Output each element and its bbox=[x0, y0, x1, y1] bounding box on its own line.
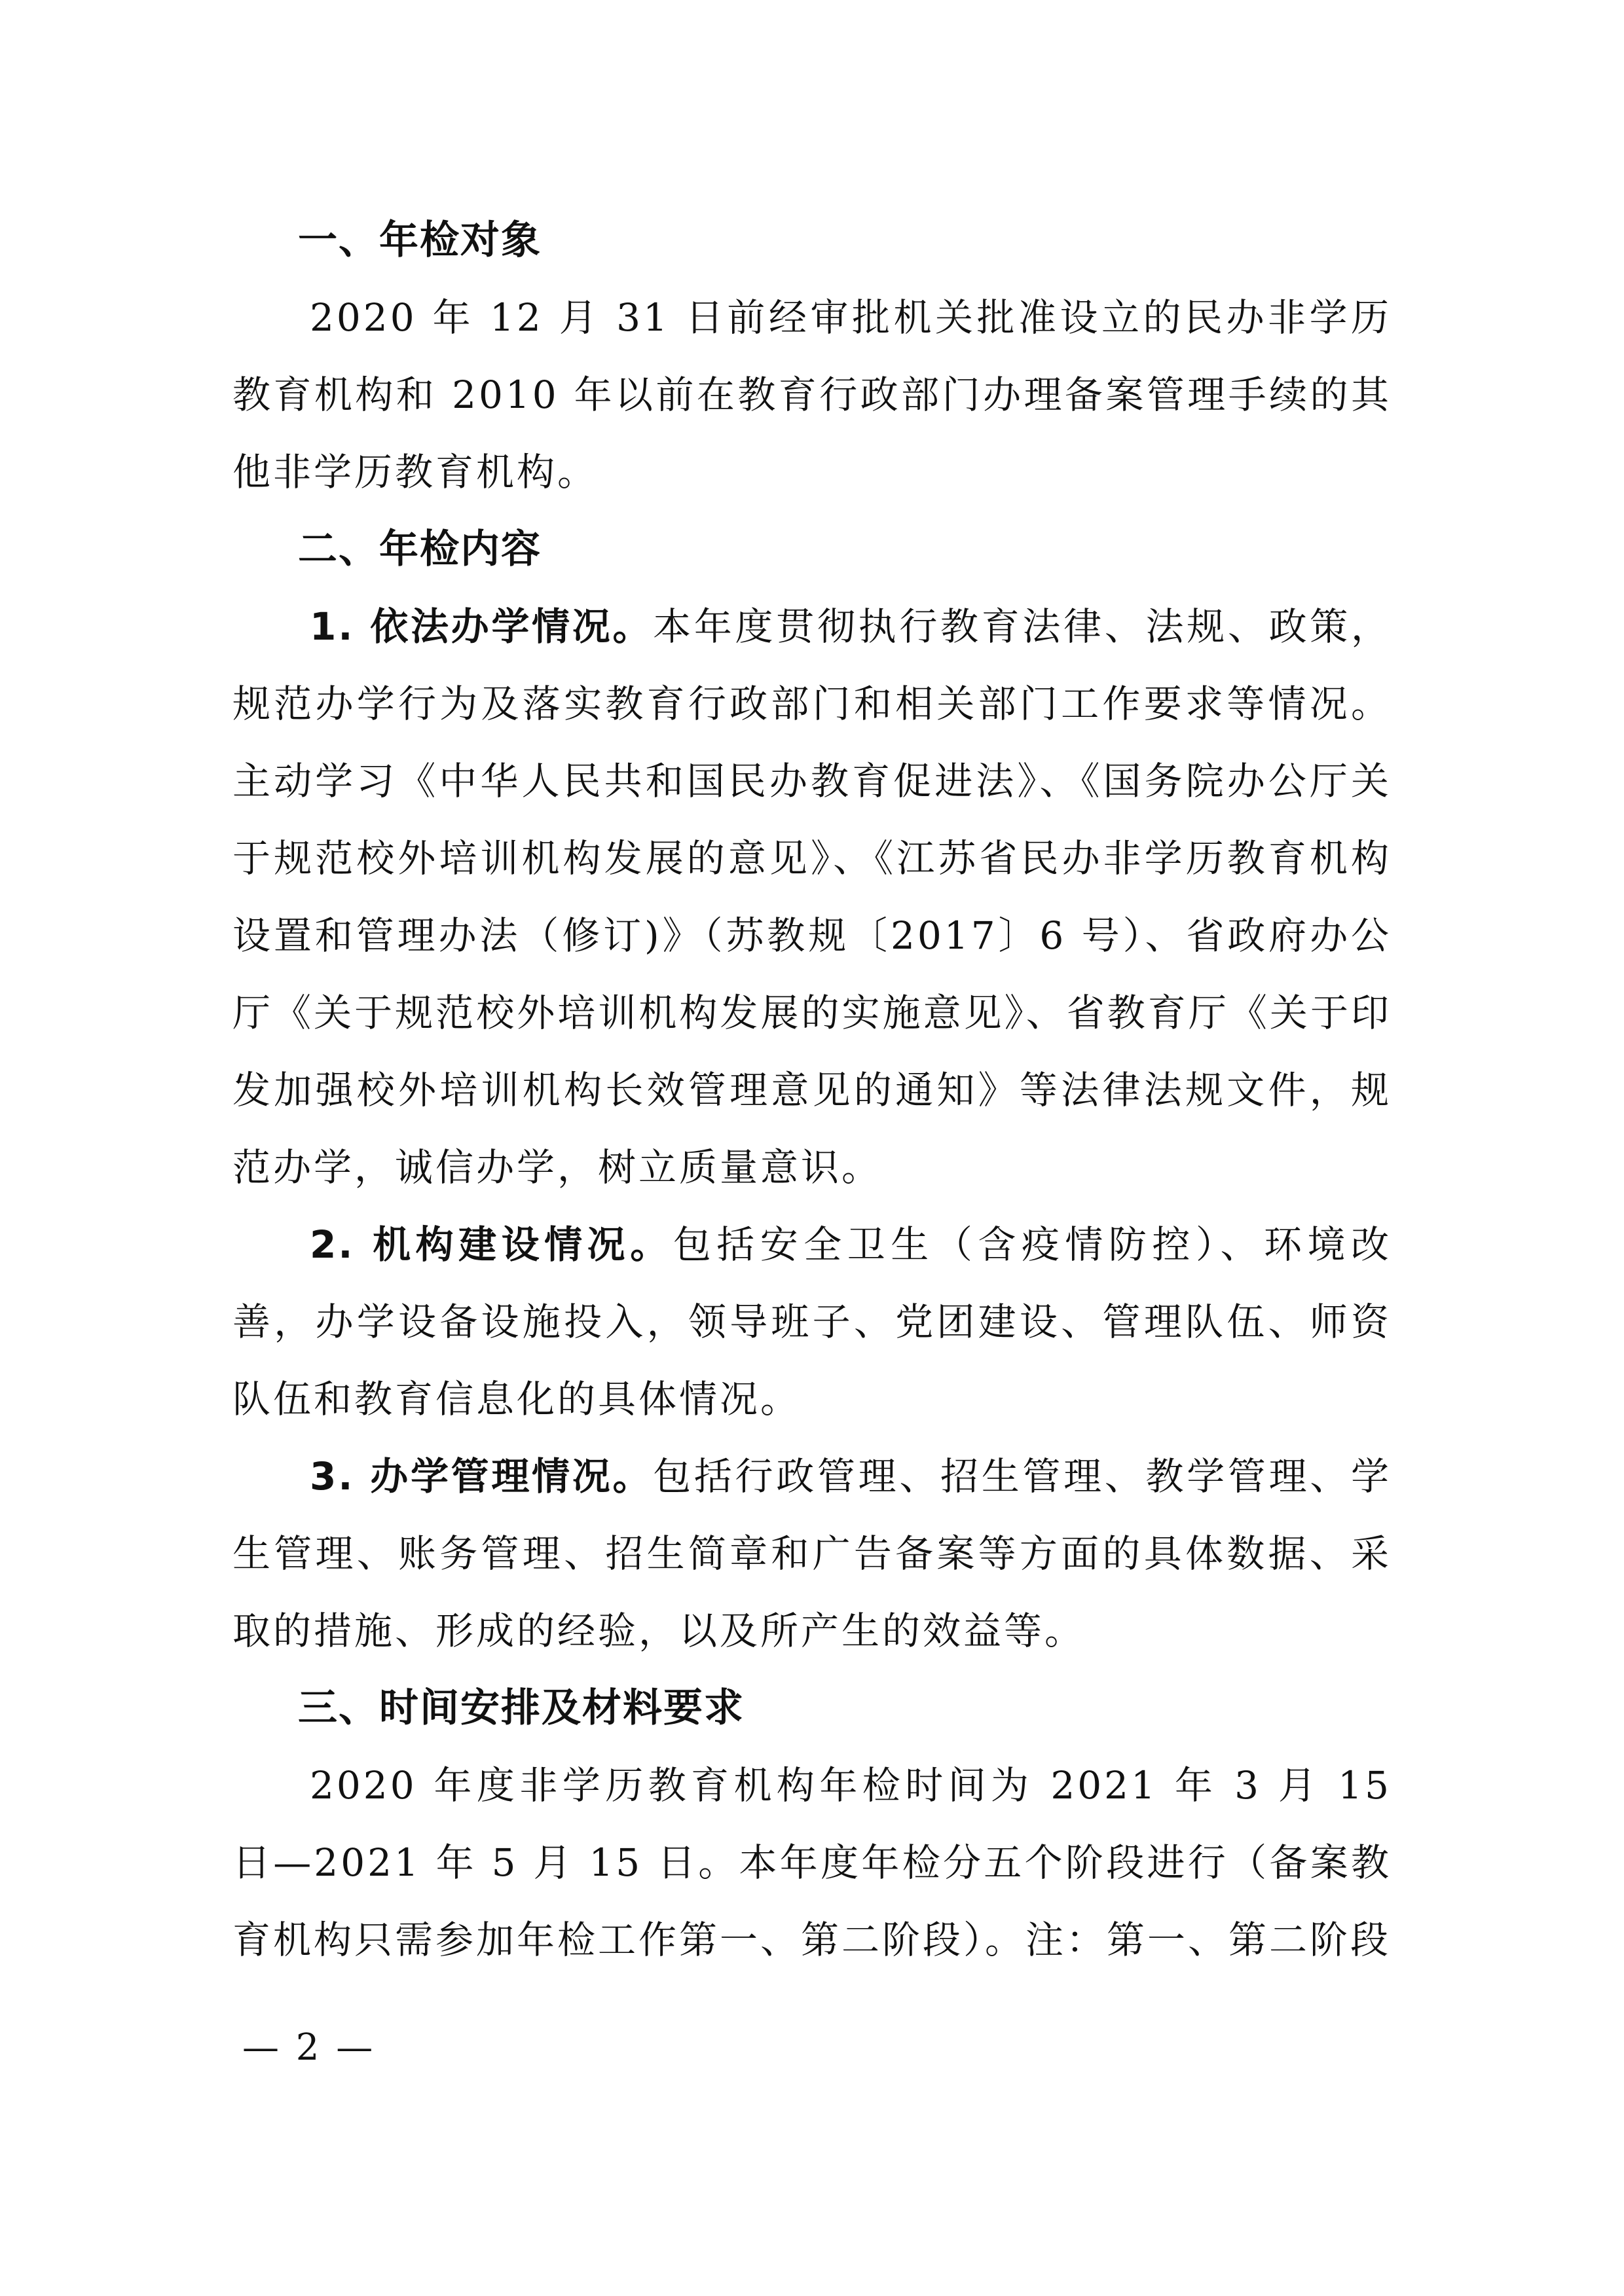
content-item-1-text: 本年度贯彻执行教育法律、法规、政策，规范办学行为及落实教育行政部门和相关部门工作要求等情况。主动学习《中华人民共和国民办教育促进法》、《国务院办公厅关于规范校外培训机构发展的意见》、《江苏省民办非学历教育机构设置和管理办法（修订)》（苏教规〔2017〕6 号）、省政府办公厅《关于规范校外培训机构发展的实施意见》、省教育厅《关于印发加强校外培训机构长效管理意见的通知》等法律法规文件，规范办学，诚信办学，树立质量意识。 bbox=[232, 604, 1392, 1190]
section-heading-3: 三、时间安排及材料要求 bbox=[298, 1685, 745, 1731]
content-item-3-lead: 3. 办学管理情况。 bbox=[310, 1454, 654, 1499]
content-item-2 bbox=[232, 1206, 1392, 1438]
section-heading-1: 一、年检对象 bbox=[298, 217, 542, 263]
content-item-2-text: 包括安全卫生（含疫情防控）、环境改善，办学设备设施投入，领导班子、党团建设、管理队伍、师资队伍和教育信息化的具体情况。 bbox=[232, 1222, 1392, 1421]
content-item-3 bbox=[232, 1438, 1392, 1669]
section-1-paragraph: 2020 年 12 月 31 日前经审批机关批准设立的民办非学历教育机构和 2010 年以前在教育行政部门办理备案管理手续的其他非学历教育机构。 bbox=[232, 295, 1392, 494]
content-item-1-lead: 1. 依法办学情况。 bbox=[310, 604, 654, 649]
content-item-3-text: 包括行政管理、招生管理、教学管理、学生管理、账务管理、招生简章和广告备案等方面的具体数据、采取的措施、形成的经验，以及所产生的效益等。 bbox=[232, 1454, 1392, 1653]
section-3-paragraph: 2020 年度非学历教育机构年检时间为 2021 年 3 月 15 日—2021 年 5 月 15 日。本年度年检分五个阶段进行（备案教育机构只需参加年检工作第一、第二阶段）。注：第一、第二阶段 bbox=[232, 1763, 1392, 1962]
section-heading-2: 二、年检内容 bbox=[298, 526, 542, 572]
document-body bbox=[232, 202, 1392, 1978]
content-item-2-lead: 2. 机构建设情况。 bbox=[310, 1222, 673, 1267]
page-number: — 2 — bbox=[242, 2026, 376, 2069]
content-item-1 bbox=[232, 588, 1392, 1206]
